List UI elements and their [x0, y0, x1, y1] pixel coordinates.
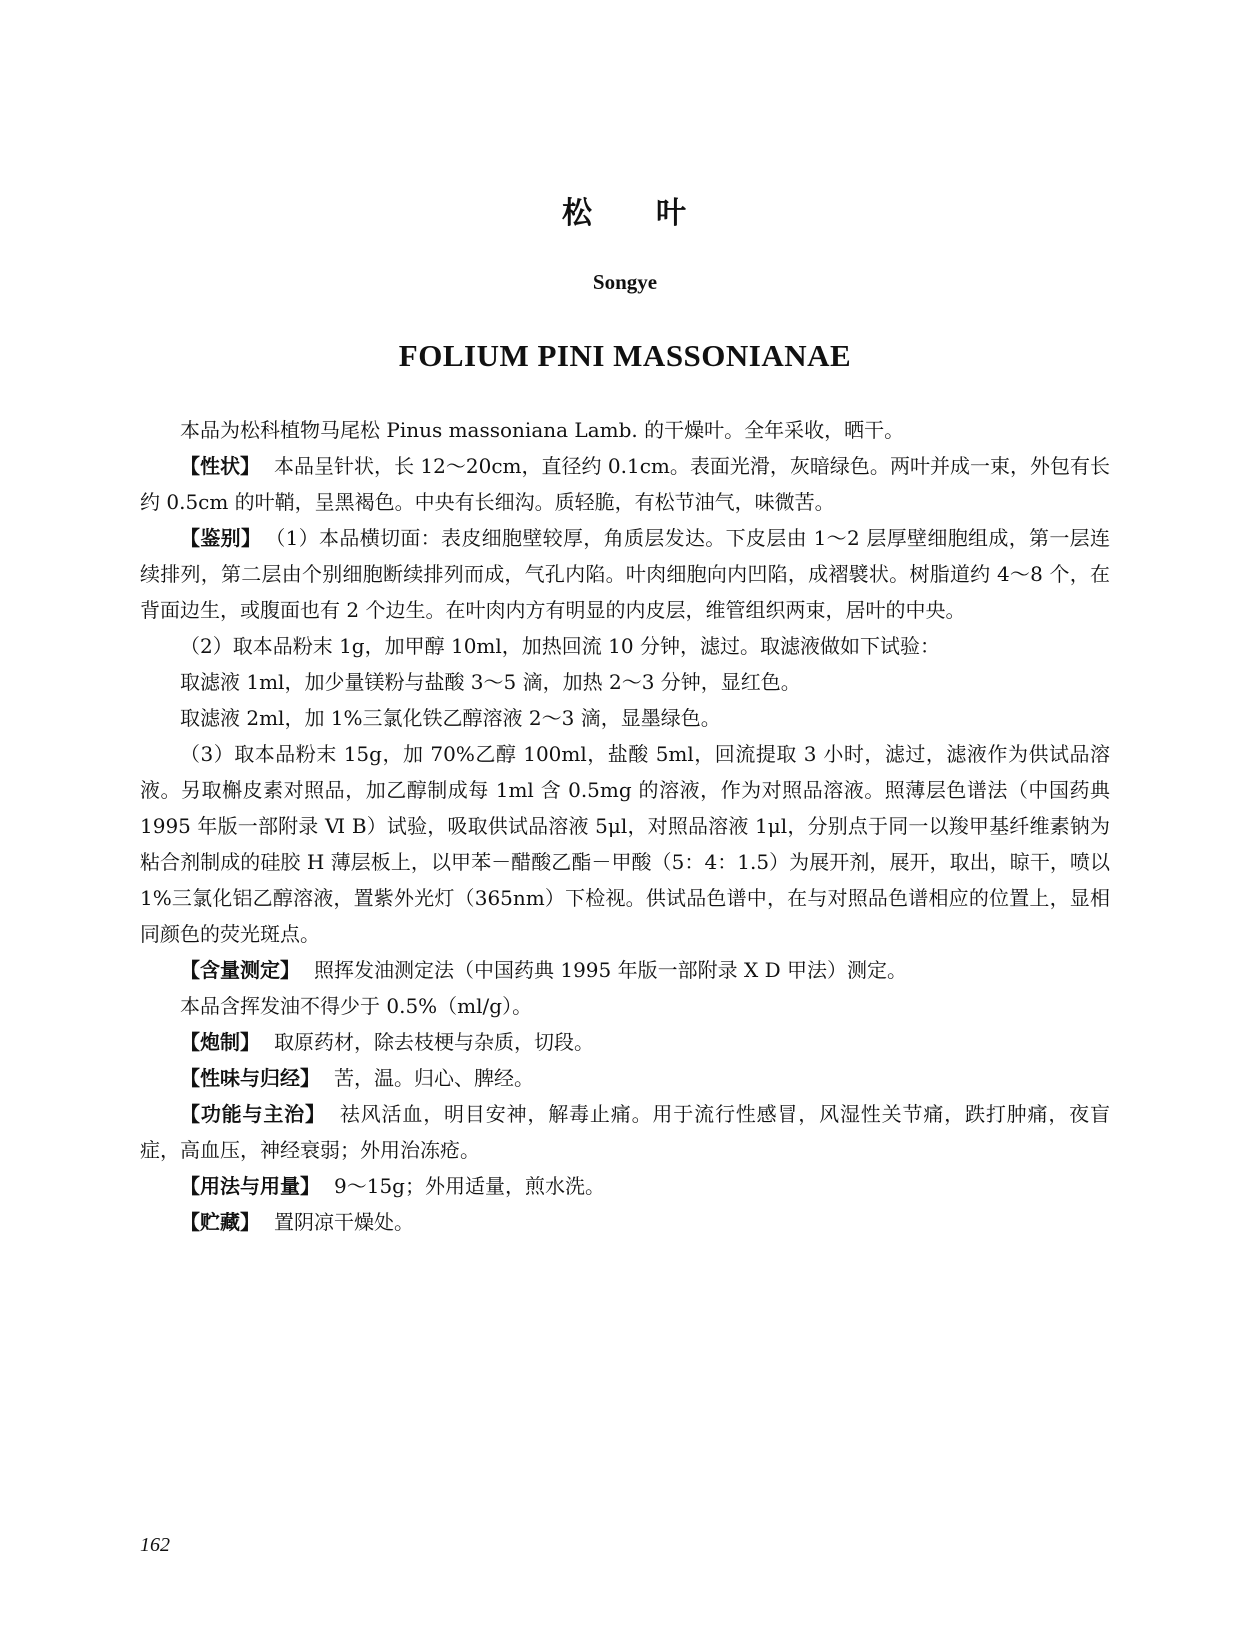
page-number: 162	[140, 1534, 170, 1556]
title-pinyin: Songye	[592, 270, 658, 294]
paragraph-dosage	[140, 1168, 1110, 1204]
paragraph-text: （3）取本品粉末 15g，加 70%乙醇 100ml，盐酸 5ml，回流提取 3 小时，滤过，滤液作为供试品溶液。另取槲皮素对照品，加乙醇制成每 1ml 含 0.5mg 的溶液，作为对照品溶液。照薄层色谱法（中国药典 1995 年版一部附录 Ⅵ B）试验，吸取供试品溶液 5μl，对照品溶液 1μl，分别点于同一以羧甲基纤维素钠为粘合剂制成的硅胶 H 薄层板上，以甲苯－醋酸乙酯－甲酸（5：4：1.5）为展开剂，展开，取出，晾干，喷以 1%三氯化铝乙醇溶液，置紫外光灯（365nm）下检视。供试品色谱中，在与对照品色谱相应的位置上，显相同颜色的荧光斑点。	[140, 742, 1110, 946]
paragraph-text: 本品含挥发油不得少于 0.5%（ml/g）。	[180, 994, 533, 1018]
paragraph-processing	[140, 1024, 1110, 1060]
paragraph-text: 本品为松科植物马尾松 Pinus massoniana Lamb. 的干燥叶。全年采收，晒干。	[180, 418, 905, 442]
title-char-1: 松	[562, 196, 594, 231]
paragraph-assay-limit	[140, 988, 1110, 1024]
paragraph-test-1	[140, 664, 1110, 700]
section-heading: 【含量测定】	[180, 958, 300, 982]
section-heading: 【鉴别】	[180, 526, 262, 550]
paragraph-text: （2）取本品粉末 1g，加甲醇 10ml，加热回流 10 分钟，滤过。取滤液做如下试验：	[180, 634, 940, 658]
monograph-body	[140, 412, 1110, 1240]
paragraph-text: 本品呈针状，长 12～20cm，直径约 0.1cm。表面光滑，灰暗绿色。两叶并成一束，外包有长约 0.5cm 的叶鞘，呈黑褐色。中央有长细沟。质轻脆，有松节油气，味微苦。	[140, 454, 1110, 514]
paragraph-text: 照挥发油测定法（中国药典 1995 年版一部附录 Ⅹ D 甲法）测定。	[314, 958, 907, 982]
paragraph-source	[140, 412, 1110, 448]
paragraph-test-2	[140, 700, 1110, 736]
section-heading: 【性状】	[180, 454, 261, 478]
title-char-2: 叶	[656, 196, 688, 231]
paragraph-text: 苦，温。归心、脾经。	[334, 1066, 534, 1090]
paragraph-identification-2	[140, 628, 1110, 664]
paragraph-text: 9～15g；外用适量，煎水洗。	[334, 1174, 605, 1198]
section-heading: 【性味与归经】	[180, 1066, 320, 1090]
paragraph-text: 取滤液 1ml，加少量镁粉与盐酸 3～5 滴，加热 2～3 分钟，显红色。	[180, 670, 801, 694]
section-heading: 【功能与主治】	[180, 1102, 326, 1126]
section-heading: 【炮制】	[180, 1030, 260, 1054]
paragraph-functions	[140, 1096, 1110, 1168]
paragraph-identification-3	[140, 736, 1110, 952]
paragraph-text: 取原药材，除去枝梗与杂质，切段。	[274, 1030, 594, 1054]
paragraph-text: （1）本品横切面：表皮细胞壁较厚，角质层发达。下皮层由 1～2 层厚壁细胞组成，第一层连续排列，第二层由个别细胞断续排列而成，气孔内陷。叶肉细胞向内凹陷，成褶襞状。树脂道约 4～8 个，在背面边生，或腹面也有 2 个边生。在叶肉内方有明显的内皮层，维管组织两束，居叶的中央。	[140, 526, 1111, 622]
paragraph-description	[140, 448, 1110, 520]
section-heading: 【贮藏】	[180, 1210, 260, 1234]
paragraph-text: 取滤液 2ml，加 1%三氯化铁乙醇溶液 2～3 滴，显墨绿色。	[180, 706, 721, 730]
paragraph-storage	[140, 1204, 1110, 1240]
title-latin: FOLIUM PINI MASSONIANAE	[398, 338, 852, 373]
title-chinese	[0, 188, 1250, 232]
paragraph-text: 置阴凉干燥处。	[274, 1210, 414, 1234]
paragraph-nature-meridian	[140, 1060, 1110, 1096]
paragraph-text: 祛风活血，明目安神，解毒止痛。用于流行性感冒，风湿性关节痛，跌打肿痛，夜盲症，高血压，神经衰弱；外用治冻疮。	[140, 1102, 1111, 1162]
paragraph-assay	[140, 952, 1110, 988]
paragraph-identification-1	[140, 520, 1110, 628]
section-heading: 【用法与用量】	[180, 1174, 320, 1198]
